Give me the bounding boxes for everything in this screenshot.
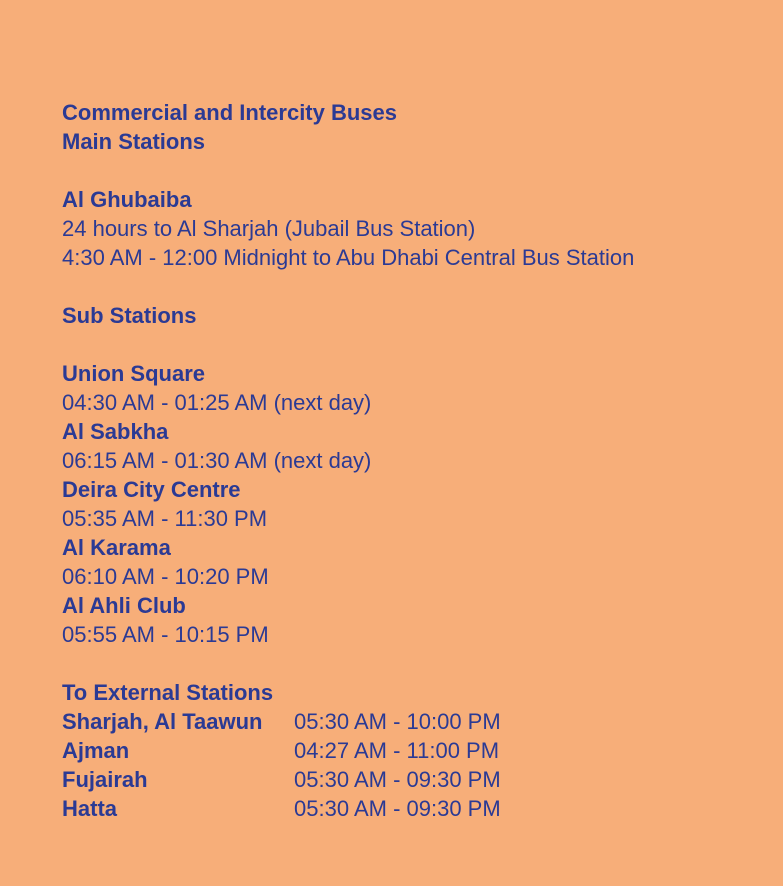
external-station-name: Hatta: [62, 796, 118, 821]
sub-station-name: Al Sabkha: [62, 419, 169, 444]
sub-station-name: Al Karama: [62, 535, 171, 560]
external-stations-heading: To External Stations: [62, 680, 274, 705]
spacer: [62, 330, 634, 359]
external-station-row: [62, 765, 634, 794]
spacer: [62, 649, 634, 678]
sub-station-name: Union Square: [62, 361, 206, 386]
external-station-hours: 05:30 AM - 10:00 PM: [294, 709, 501, 734]
external-station-hours: 04:27 AM - 11:00 PM: [294, 738, 500, 763]
sub-station-hours: 05:55 AM - 10:15 PM: [62, 622, 269, 647]
main-station-name: Al Ghubaiba: [62, 187, 192, 212]
spacer: [62, 272, 634, 301]
sub-station-hours: 06:10 AM - 10:20 PM: [62, 564, 269, 589]
external-station-row: [62, 794, 634, 823]
main-station-line-1: 24 hours to Al Sharjah (Jubail Bus Station): [62, 216, 476, 241]
sub-station-name: Deira City Centre: [62, 477, 241, 502]
sub-station-hours: 04:30 AM - 01:25 AM (next day): [62, 390, 372, 415]
sub-station-hours: 06:15 AM - 01:30 AM (next day): [62, 448, 372, 473]
main-station-line-2: 4:30 AM - 12:00 Midnight to Abu Dhabi Central Bus Station: [62, 245, 635, 270]
spacer: [62, 156, 634, 185]
external-station-name: Ajman: [62, 738, 130, 763]
external-station-row: [62, 736, 634, 765]
sub-stations-heading: Sub Stations: [62, 303, 197, 328]
external-station-hours: 05:30 AM - 09:30 PM: [294, 767, 501, 792]
sub-station-name: Al Ahli Club: [62, 593, 186, 618]
external-station-row: [62, 707, 634, 736]
external-station-name: Fujairah: [62, 767, 148, 792]
external-station-name: Sharjah, Al Taawun: [62, 709, 263, 734]
title-line-1: Commercial and Intercity Buses: [62, 100, 398, 125]
schedule-content: [62, 98, 634, 823]
sub-station-hours: 05:35 AM - 11:30 PM: [62, 506, 268, 531]
external-station-hours: 05:30 AM - 09:30 PM: [294, 796, 501, 821]
title-line-2: Main Stations: [62, 129, 206, 154]
